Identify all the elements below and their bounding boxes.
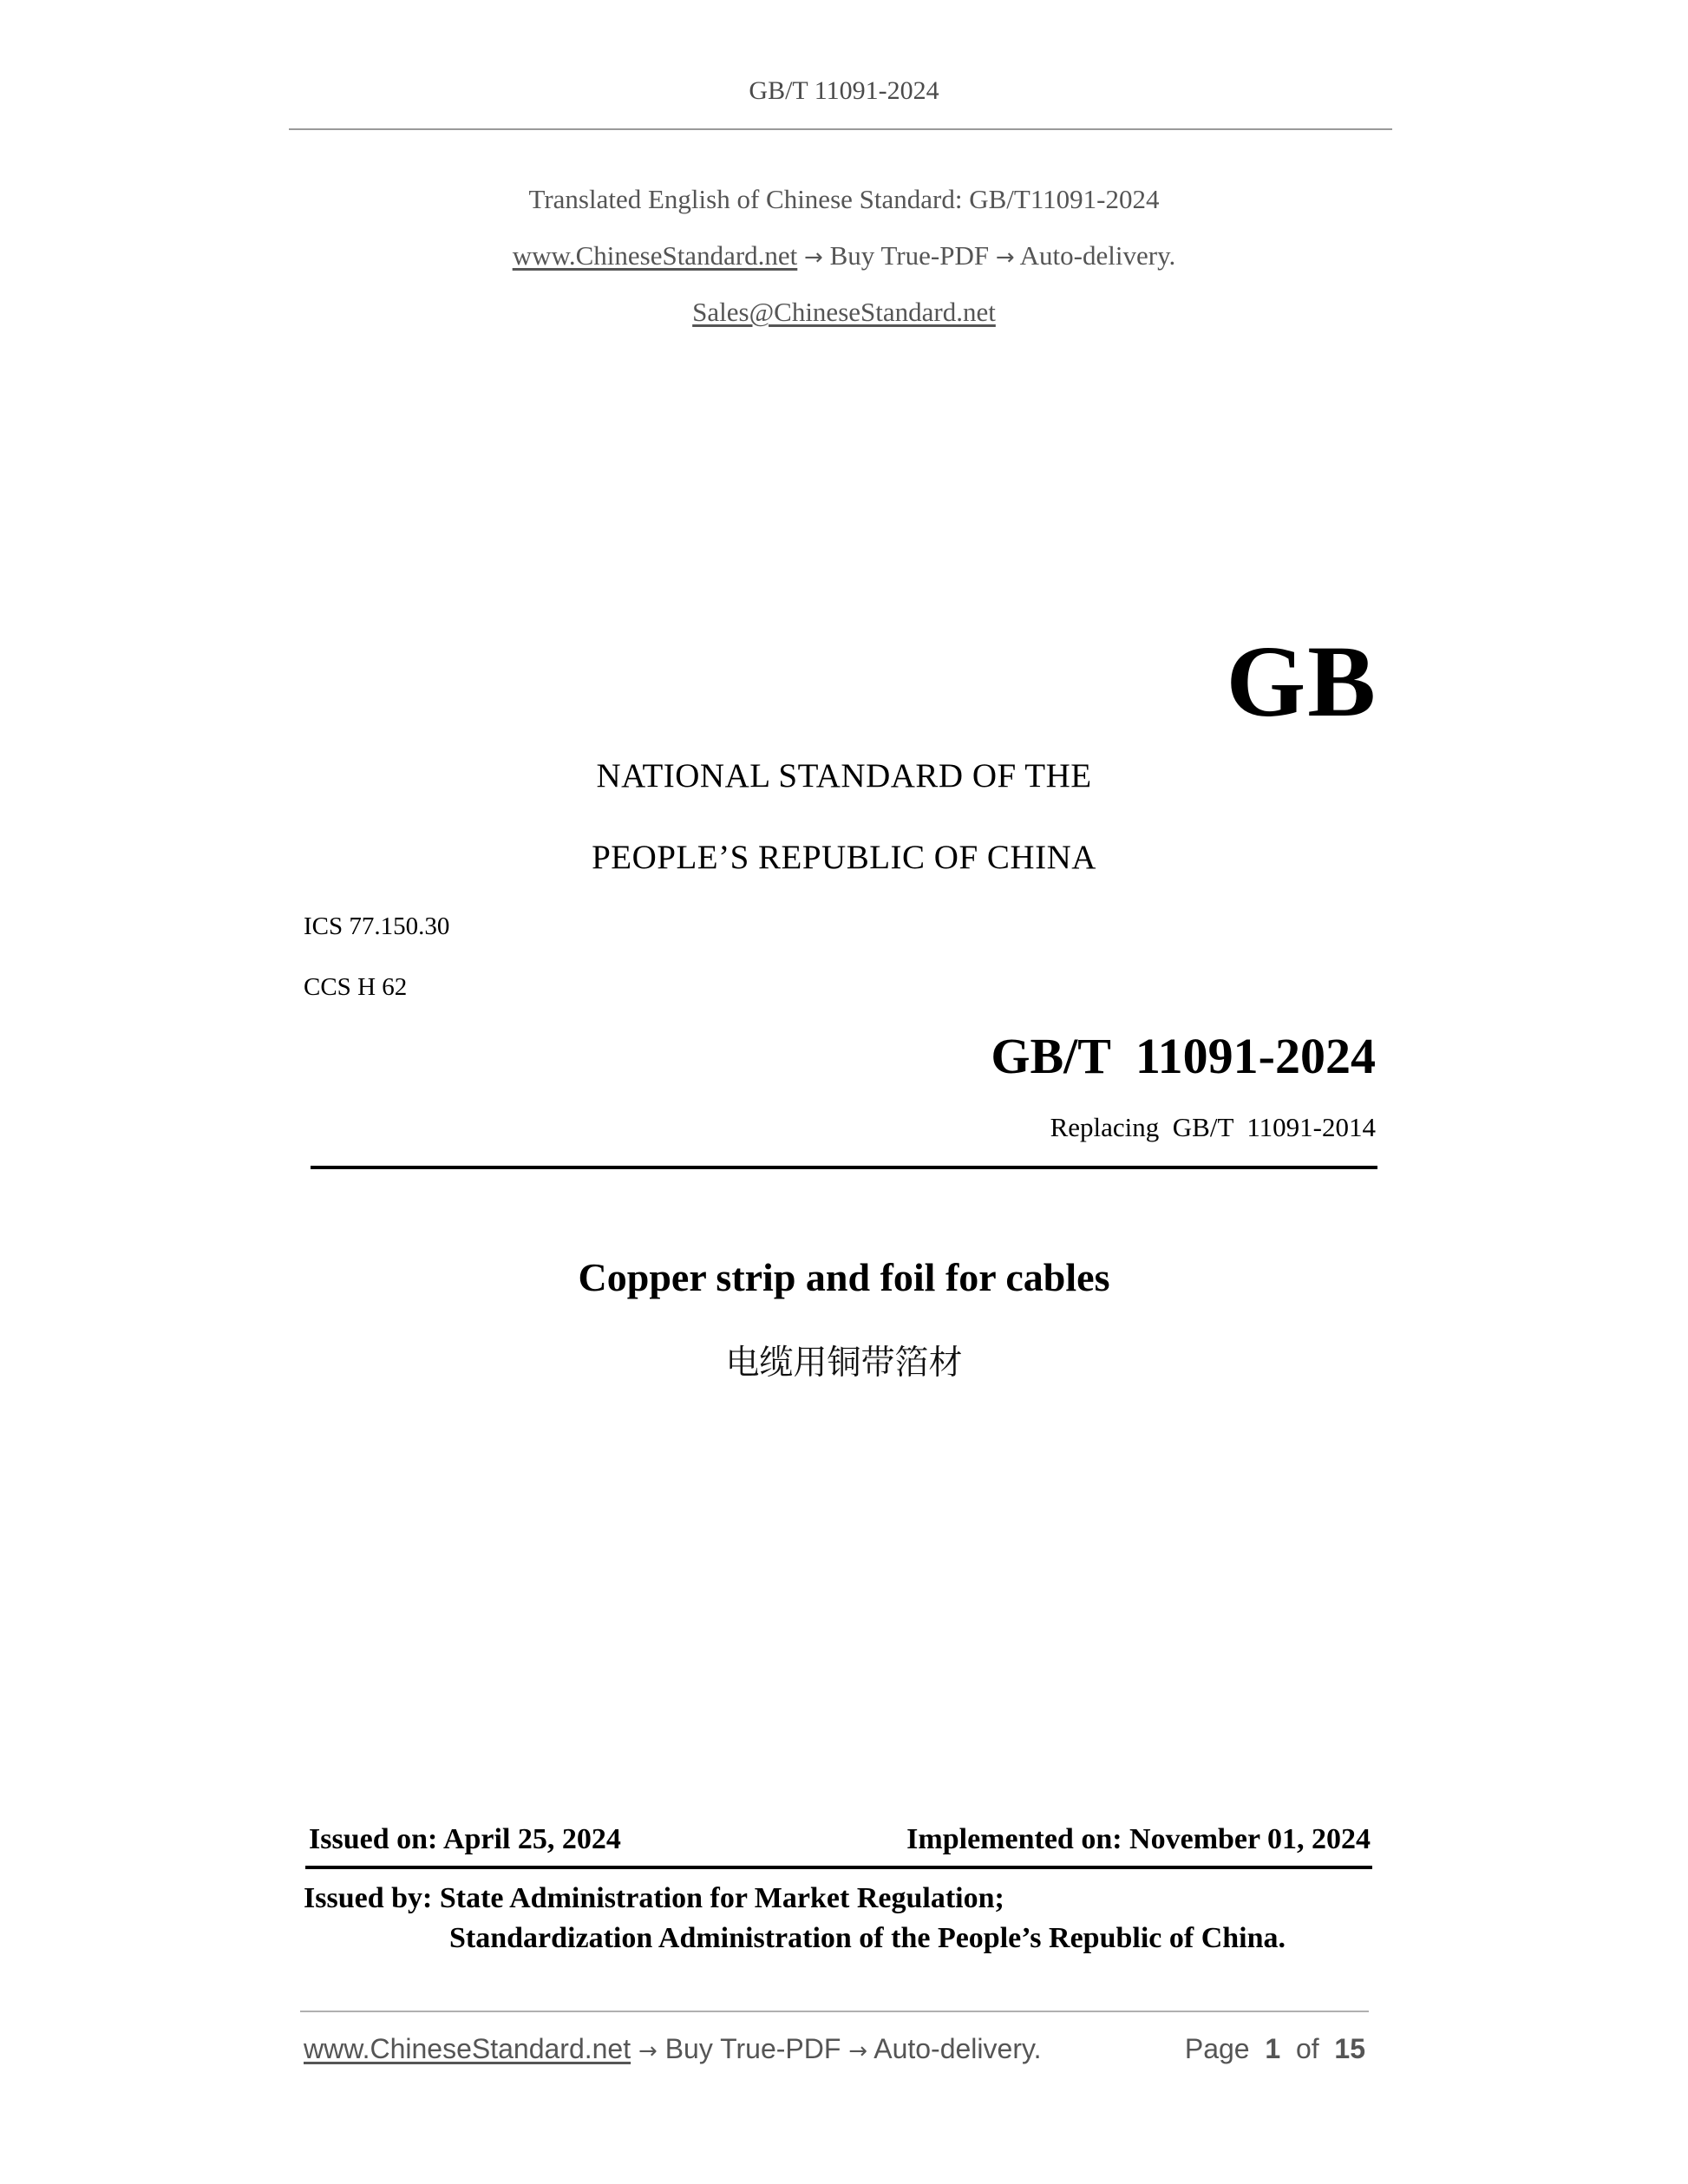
footer-buy-text: Buy True-PDF [664, 2033, 841, 2064]
arrow-right-icon: → [804, 245, 823, 271]
footer-rule [300, 2011, 1369, 2012]
implemented-on-date: Implemented on: November 01, 2024 [906, 1823, 1371, 1855]
arrow-right-icon: → [995, 245, 1015, 271]
title-chinese: 电缆用铜带箔材 [725, 1344, 963, 1383]
issued-by-line2: Standardization Administration of the People’s Republic of China. [449, 1922, 1286, 1954]
standard-number: GB/T 11091-2024 [991, 1028, 1376, 1084]
auto-delivery-text: Auto-delivery. [1019, 240, 1176, 271]
page-total: 15 [1334, 2033, 1365, 2064]
page-indicator [1185, 2033, 1365, 2065]
buy-true-pdf-text: Buy True-PDF [829, 240, 990, 271]
national-standard-line2: PEOPLE’S REPUBLIC OF CHINA [592, 839, 1096, 876]
dates-rule [305, 1866, 1372, 1869]
site-link[interactable]: www.ChineseStandard.net [512, 240, 798, 271]
issued-on-date: Issued on: April 25, 2024 [309, 1823, 621, 1855]
page-of-label: of [1295, 2033, 1319, 2064]
standard-number-rule [311, 1166, 1377, 1169]
title-english: Copper strip and foil for cables [578, 1255, 1110, 1299]
arrow-right-icon: → [848, 2038, 868, 2064]
email-line [0, 297, 1688, 328]
running-header: GB/T 11091-2024 [749, 76, 939, 105]
purchase-line [0, 240, 1688, 271]
ccs-code: CCS H 62 [304, 973, 408, 1001]
page-label: Page [1184, 2033, 1250, 2064]
page-current: 1 [1265, 2033, 1281, 2064]
translation-notice: Translated English of Chinese Standard: GB/T11091-2024 [528, 184, 1160, 214]
footer-site-link[interactable]: www.ChineseStandard.net [304, 2033, 631, 2064]
arrow-right-icon: → [638, 2038, 658, 2064]
issued-by-line1: Issued by: State Administration for Market Regulation; [304, 1882, 1004, 1914]
sales-email-link[interactable]: Sales@ChineseStandard.net [692, 297, 996, 327]
gb-logo-mark: GB [1226, 624, 1377, 738]
footer-auto-delivery-text: Auto-delivery. [873, 2033, 1042, 2064]
replacing-standard: Replacing GB/T 11091-2014 [1050, 1112, 1376, 1142]
national-standard-line1: NATIONAL STANDARD OF THE [596, 757, 1092, 794]
ics-code: ICS 77.150.30 [304, 912, 450, 940]
header-rule [289, 128, 1392, 130]
footer-purchase-line [304, 2033, 1041, 2065]
